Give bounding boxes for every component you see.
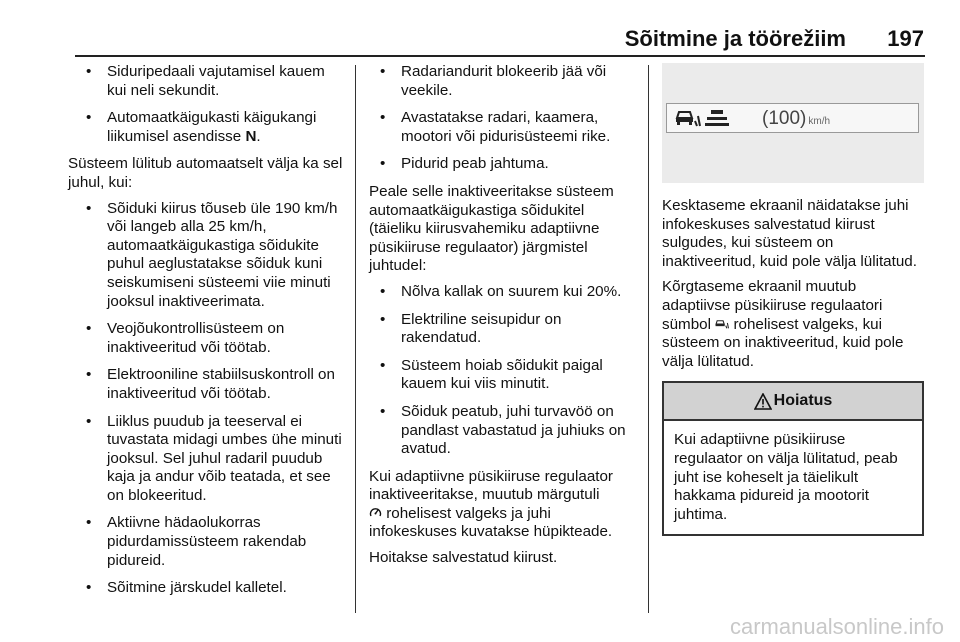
list-item: • Elektrooniline stabiilsuskontroll on inaktiveeritud või töötab. — [75, 366, 347, 403]
column-2 — [369, 63, 635, 575]
paragraph: Kesktaseme ekraanil näidatakse juhi infokeskuses salvestatud kiirust sulgudes, kui süsteem on inaktiveeritud, kuid pole välja lülitatud. — [662, 197, 917, 270]
warning-triangle-icon — [754, 393, 772, 410]
list-item: • Pidurid peab jahtuma. — [369, 155, 635, 174]
adaptive-cruise-car-icon — [715, 318, 729, 330]
page-number: 197 — [887, 26, 924, 51]
indicator-display — [666, 103, 919, 133]
list-item: • Avastatakse radari, kaamera, mootori või pidurisüsteemi rike. — [369, 109, 635, 146]
list-item: • Automaatkäigukasti käigukangi liikumisel asendisse N. — [75, 109, 347, 146]
adaptive-cruise-car-icon — [675, 108, 701, 128]
list-item: • Sõitmine järskudel kalletel. — [75, 579, 347, 598]
list-item: • Radariandurit blokeerib jää või veekile. — [369, 63, 635, 100]
warning-body: Kui adaptiivne püsikiiruse regulaator on välja lülitatud, peab juht ise koheselt ja täielikult hakkama pidureid ja mootorit juhtima. — [674, 431, 898, 523]
list-item: • Veojõukontrollisüsteem on inaktiveeritud või töötab. — [75, 320, 347, 357]
list-item: • Elektriline seisupidur on rakendatud. — [369, 311, 635, 348]
page-title: Sõitmine ja töörežiim — [624, 26, 846, 51]
column-1 — [68, 63, 347, 607]
page-header — [0, 26, 924, 52]
paragraph: Kõrgtaseme ekraanil muutub adaptiivse püsikiiruse regulaatori sümbol rohelisest valgeks, kui süsteem on inaktiveeritud, kuid pole välja lülitatud. — [662, 278, 904, 370]
list-item: • Siduripedaali vajutamisel kauem kui neli sekundit. — [75, 63, 347, 100]
column-divider-1 — [355, 65, 356, 613]
header-rule — [75, 55, 925, 57]
list-item: • Süsteem hoiab sõidukit paigal kauem kui viis minutit. — [369, 357, 635, 394]
paragraph: Süsteem lülitub automaatselt välja ka sel juhul, kui: — [68, 155, 343, 191]
distance-setting-icon — [705, 109, 729, 129]
indicator-illustration — [662, 63, 924, 183]
list-item: • Sõiduki kiirus tõuseb üle 190 km/h või langeb alla 25 km/h, automaatkäigukastiga sõidukite puhul aeglustatakse sõiduk kuni seiskumiseni süsteemi viie minuti jooksul inaktiveerimata. — [75, 200, 347, 312]
watermark-url: carmanualsonline.info — [729, 614, 944, 639]
warning-title: Hoiatus — [773, 392, 833, 410]
warning-box — [662, 381, 924, 536]
paragraph: Kui adaptiivne püsikiiruse regulaator inaktiveeritakse, muutub märgutuli rohelisest valgeks ja juhi infokeskuses kuvatakse hüpikteade. — [369, 467, 613, 541]
sub-list — [75, 200, 347, 598]
warning-header — [664, 383, 922, 421]
paragraph: Hoitakse salvestatud kiirust. — [369, 549, 558, 567]
list-item: • Aktiivne hädaolukorras pidurdamissüsteem rakendab pidureid. — [75, 514, 347, 570]
paragraph: Peale selle inaktiveeritakse süsteem automaatkäigukastiga sõidukitel (täieliku kiirusvahemiku adaptiivne püsikiiruse regulaator) järgmistel juhtudel: — [369, 182, 614, 275]
cruise-control-icon — [369, 506, 382, 519]
column-divider-2 — [648, 65, 649, 613]
column-3 — [662, 63, 928, 536]
gear-letter: N — [245, 127, 257, 145]
stored-speed: (100) km/h — [762, 108, 831, 129]
list-item: • Nõlva kallak on suurem kui 20%. — [369, 283, 635, 302]
list-item: • Liiklus puudub ja teeserval ei tuvastata midagi umbes ühe minuti jooksul. Sel juhul radaril puudub kaja ja andur võib teatada, et see on blokeeritud. — [75, 413, 347, 506]
list-item: • Sõiduk peatub, juhi turvavöö on pandlast vabastatud ja juhiuks on avatud. — [369, 403, 635, 459]
